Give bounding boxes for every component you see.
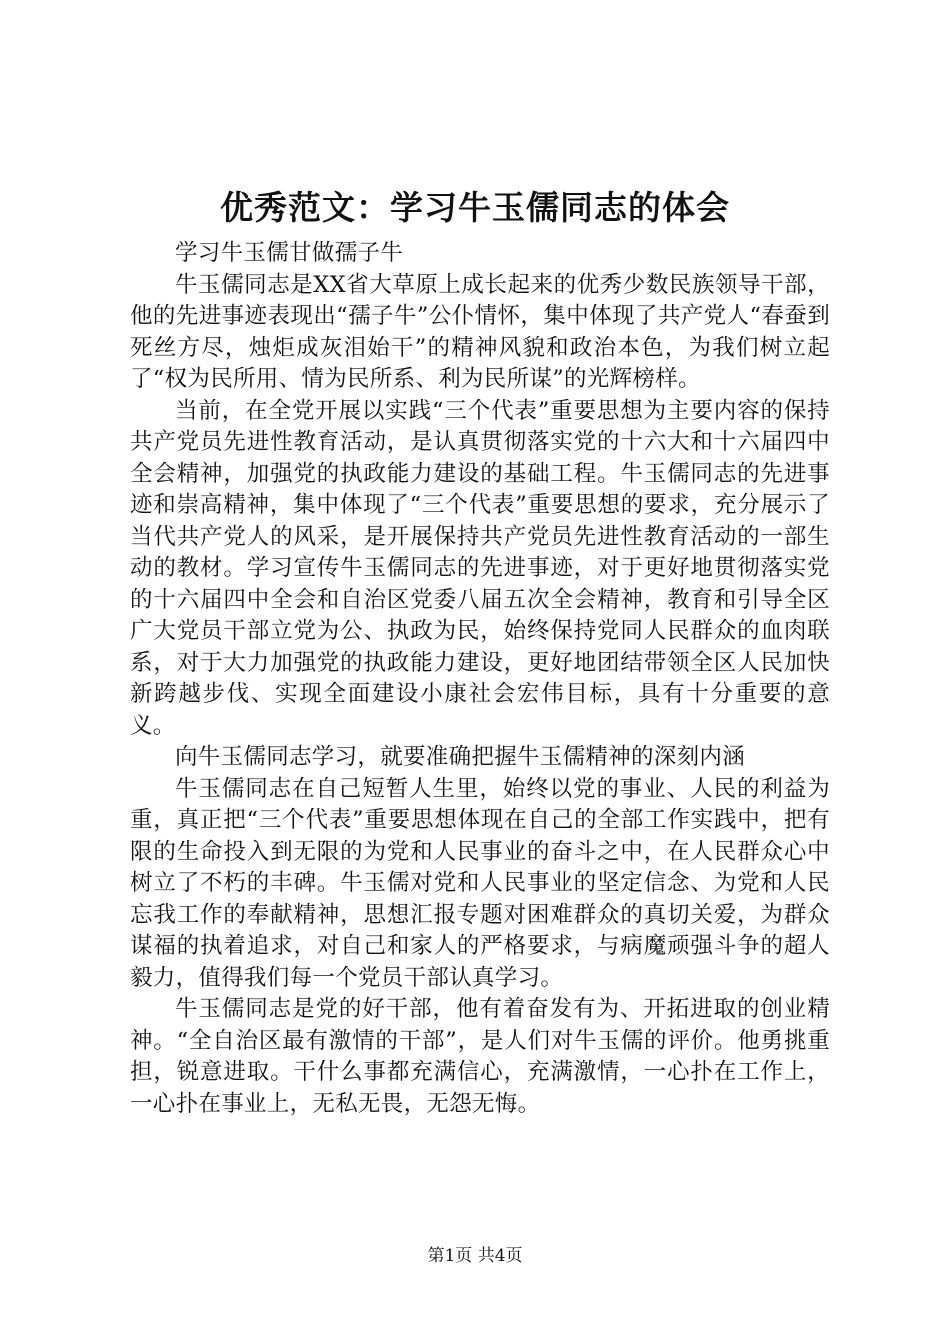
page-number-footer: 第1页 共4页 xyxy=(427,1246,523,1266)
paragraph-4: 牛玉儒同志是党的好干部，他有着奋发有为、开拓进取的创业精神。“全自治区最有激情的干部”，是人们对牛玉儒的评价。他勇挑重担，锐意进取。干什么事都充满信心，充满激情，一心扑在工作上，一心扑在事业上，无私无畏，无怨无悔。 xyxy=(130,996,830,1117)
paragraph-2: 当前，在全党开展以实践“三个代表”重要思想为主要内容的保持共产党员先进性教育活动，是认真贯彻落实党的十六大和十六届四中全会精神，加强党的执政能力建设的基础工程。牛玉儒同志的先进事迹和崇高精神，集中体现了“三个代表”重要思想的要求，充分展示了当代共产党人的风采，是开展保持共产党员先进性教育活动的一部生动的教材。学习宣传牛玉儒同志的先进事迹，对于更好地贯彻落实党的十六届四中全会和自治区党委八届五次全会精神，教育和引导全区广大党员干部立党为公、执政为民，始终保持党同人民群众的血肉联系，对于大力加强党的执政能力建设，更好地团结带领全区人民加快新跨越步伐、实现全面建设小康社会宏伟目标，具有十分重要的意义。 xyxy=(130,397,830,739)
paragraph-subheading-1: 学习牛玉儒甘做孺子牛 xyxy=(175,240,404,266)
paragraph-3: 牛玉儒同志在自己短暂人生里，始终以党的事业、人民的利益为重，真正把“三个代表”重要思想体现在自己的全部工作实践中，把有限的生命投入到无限的为党和人民事业的奋斗之中，在人民群众心中树立了不朽的丰碑。牛玉儒对党和人民事业的坚定信念、为党和人民忘我工作的奉献精神，思想汇报专题对困难群众的真切关爱，为群众谋福的执着追求，对自己和家人的严格要求，与病魔顽强斗争的超人毅力，值得我们每一个党员干部认真学习。 xyxy=(130,775,830,991)
paragraph-1: 牛玉儒同志是XX省大草原上成长起来的优秀少数民族领导干部，他的先进事迹表现出“孺子牛”公仆情怀，集中体现了共产党人“春蚕到死丝方尽，烛炬成灰泪始干”的精神风貌和政治本色，为我们树立起了“权为民所用、情为民所系、利为民所谋”的光辉榜样。 xyxy=(130,271,830,392)
paragraph-subheading-2: 向牛玉儒同志学习，就要准确把握牛玉儒精神的深刻内涵 xyxy=(175,744,746,770)
document-body xyxy=(130,238,830,1120)
document-title: 优秀范文：学习牛玉儒同志的体会 xyxy=(220,188,730,227)
